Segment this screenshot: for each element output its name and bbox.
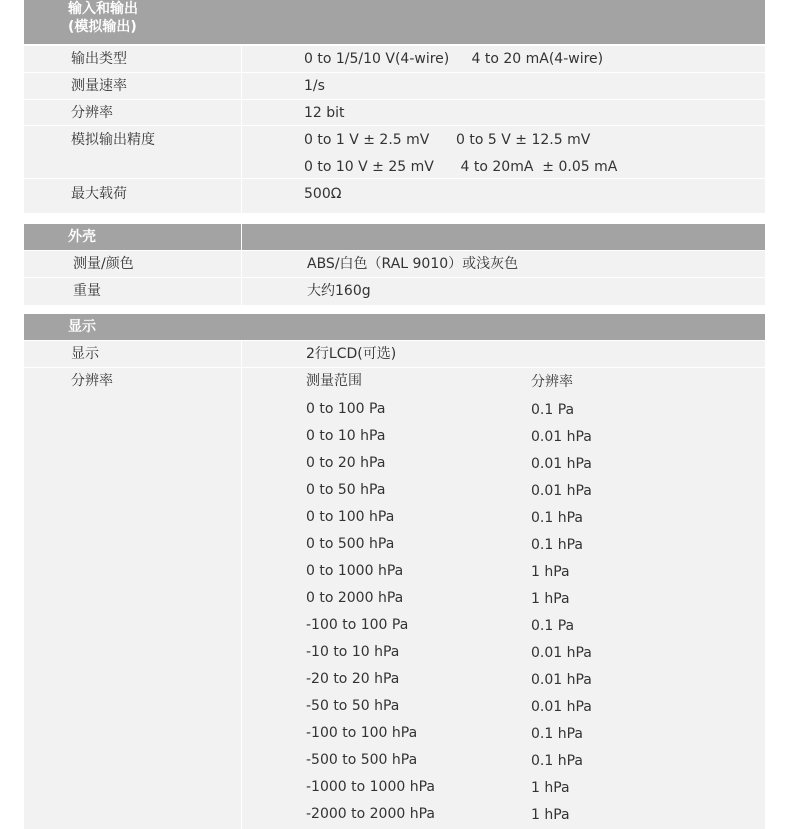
- display-row: [24, 341, 765, 367]
- table-row-range: -10 to 10 hPa: [306, 644, 400, 660]
- io-row-max-load: [24, 179, 765, 213]
- table-row-resolution: 0.01 hPa: [531, 429, 592, 445]
- table-row-resolution: 0.1 hPa: [531, 726, 583, 742]
- io-row-accuracy: [24, 126, 765, 178]
- housing-section-header: [24, 224, 765, 250]
- table-row-resolution: 1 hPa: [531, 780, 570, 796]
- table-row-range: 0 to 10 hPa: [306, 428, 386, 444]
- table-row-range: 0 to 100 hPa: [306, 509, 395, 525]
- housing-column-divider: [241, 251, 242, 305]
- weight-label: 重量: [73, 283, 101, 299]
- table-row-resolution: 0.01 hPa: [531, 645, 592, 661]
- table-row-resolution: 0.01 hPa: [531, 699, 592, 715]
- table-row-range: -100 to 100 hPa: [306, 725, 418, 741]
- table-row-resolution: 0.1 hPa: [531, 753, 583, 769]
- color-value: ABS/白色（RAL 9010）或浅灰色: [307, 256, 519, 272]
- output-type-label: 输出类型: [71, 51, 127, 67]
- table-row-resolution: 0.1 Pa: [531, 402, 575, 418]
- table-row-resolution: 1 hPa: [531, 564, 570, 580]
- io-section: [24, 0, 765, 213]
- rate-label: 测量速率: [71, 78, 127, 94]
- accuracy-value-1: 0 to 1 V ± 2.5 mV 0 to 5 V ± 12.5 mV: [304, 132, 591, 148]
- table-row-range: 0 to 20 hPa: [306, 455, 386, 471]
- housing-header-divider: [241, 224, 242, 250]
- io-resolution-value: 12 bit: [304, 105, 345, 121]
- color-label: 测量/颜色: [73, 256, 134, 272]
- housing-row-color: [24, 251, 765, 277]
- table-row-resolution: 1 hPa: [531, 807, 570, 823]
- display-title: 显示: [68, 319, 96, 335]
- housing-section: [24, 224, 765, 305]
- accuracy-value-2: 0 to 10 V ± 25 mV 4 to 20mA ± 0.05 mA: [304, 159, 618, 175]
- max-load-value: 500Ω: [304, 186, 342, 202]
- rate-value: 1/s: [304, 78, 325, 94]
- table-row-resolution: 0.1 hPa: [531, 510, 583, 526]
- io-resolution-label: 分辨率: [71, 105, 113, 121]
- housing-title: 外壳: [68, 229, 96, 245]
- accuracy-label: 模拟输出精度: [71, 132, 155, 148]
- output-type-value: 0 to 1/5/10 V(4-wire) 4 to 20 mA(4-wire): [304, 51, 604, 67]
- housing-row-weight: [24, 278, 765, 305]
- display-section: [24, 314, 765, 829]
- max-load-label: 最大载荷: [71, 186, 127, 202]
- io-row-output-type: [24, 46, 765, 72]
- io-row-resolution: [24, 100, 765, 125]
- table-row-resolution: 0.01 hPa: [531, 672, 592, 688]
- io-column-divider: [241, 46, 242, 213]
- table-row-range: 0 to 1000 hPa: [306, 563, 404, 579]
- table-row-range: 0 to 100 Pa: [306, 401, 386, 417]
- display-label: 显示: [71, 346, 99, 362]
- table-row-range: -2000 to 2000 hPa: [306, 806, 435, 822]
- table-row-resolution: 0.01 hPa: [531, 483, 592, 499]
- io-section-header: [24, 0, 765, 44]
- display-column-divider: [241, 341, 242, 829]
- io-title-line1: 输入和输出: [68, 1, 138, 17]
- display-value: 2行LCD(可选): [306, 346, 397, 362]
- table-row-range: -500 to 500 hPa: [306, 752, 418, 768]
- resolution-column-header: 分辨率: [531, 374, 573, 390]
- table-row-resolution: 0.1 Pa: [531, 618, 575, 634]
- range-column-header: 测量范围: [306, 373, 362, 389]
- display-resolution-label: 分辨率: [71, 373, 113, 389]
- display-resolution-block: [24, 368, 765, 829]
- table-row-resolution: 0.01 hPa: [531, 456, 592, 472]
- table-row-range: -50 to 50 hPa: [306, 698, 400, 714]
- table-row-resolution: 1 hPa: [531, 591, 570, 607]
- weight-value: 大约160g: [307, 283, 371, 299]
- table-row-range: 0 to 50 hPa: [306, 482, 386, 498]
- table-row-range: 0 to 500 hPa: [306, 536, 395, 552]
- table-row-range: -100 to 100 Pa: [306, 617, 409, 633]
- display-section-header: [24, 314, 765, 340]
- io-row-rate: [24, 73, 765, 99]
- table-row-resolution: 0.1 hPa: [531, 537, 583, 553]
- table-row-range: -1000 to 1000 hPa: [306, 779, 435, 795]
- table-row-range: 0 to 2000 hPa: [306, 590, 404, 606]
- table-row-range: -20 to 20 hPa: [306, 671, 400, 687]
- io-title-line2: (模拟输出): [68, 19, 137, 35]
